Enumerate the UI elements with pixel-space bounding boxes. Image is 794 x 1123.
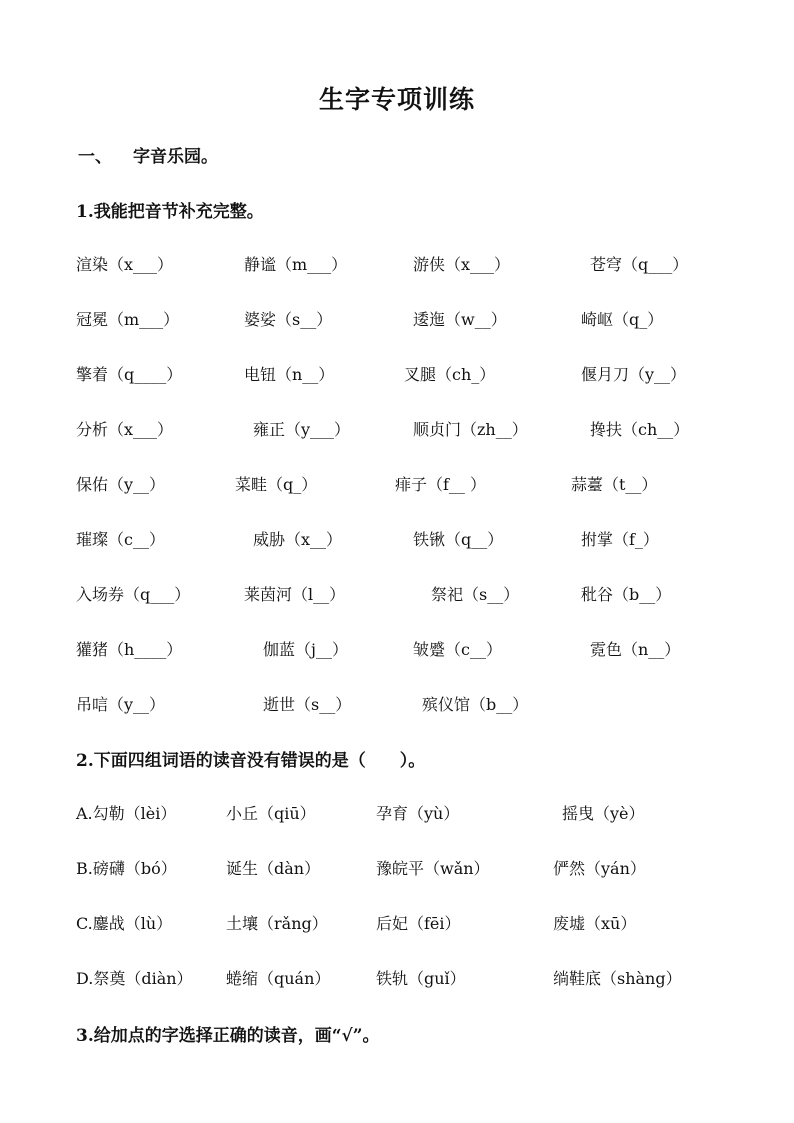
q2-option-word: 俨然（yán） [553, 859, 646, 878]
page-title: 生字专项训练 [318, 85, 475, 114]
q2-option-a: A.勾勒（lèi） [76, 804, 177, 823]
section-1-label: 字音乐园。 [133, 147, 218, 167]
q1-item: 逶迤（w__） [413, 310, 507, 329]
q1-item: 伽蓝（j__） [263, 640, 348, 659]
q2-option-word: 铁轨（guǐ） [376, 969, 466, 988]
q1-item: 獾猪（h____） [76, 640, 183, 659]
q1-item: 电钮（n__） [244, 365, 335, 384]
q1-item: 蒜薹（t__） [571, 475, 658, 494]
q2-option-word: 土壤（rǎng） [226, 914, 328, 933]
q1-item: 静谧（m___） [244, 255, 348, 274]
q1-item: 偃月刀（y__） [581, 365, 687, 384]
q1-item: 痱子（f__ ） [395, 475, 487, 494]
q2-option-word: 摇曳（yè） [562, 804, 645, 823]
q2-option-c: C.鏖战（lù） [76, 914, 173, 933]
q1-item: 搀扶（ch__） [590, 420, 690, 439]
q1-item: 霓色（n__） [590, 640, 681, 659]
q1-item: 秕谷（b__） [581, 585, 672, 604]
q1-item: 渲染（x___） [76, 255, 174, 274]
q1-item: 祭祀（s__） [431, 585, 520, 604]
q1-item: 崎岖（q_） [581, 310, 664, 329]
q1-item: 分析（x___） [76, 420, 174, 439]
q1-item: 皱蹙（c__） [413, 640, 502, 659]
q1-item: 璀璨（c__） [76, 530, 165, 549]
q1-item: 殡仪馆（b__） [422, 695, 529, 714]
q2-option-word: 绱鞋底（shàng） [553, 969, 682, 988]
q1-item: 拊掌（f_） [581, 530, 659, 549]
q2-option-word: 小丘（qiū） [226, 804, 316, 823]
q1-item: 擎着（q____） [76, 365, 183, 384]
q1-item: 吊唁（y__） [76, 695, 166, 714]
q1-item: 叉腿（ch_） [404, 365, 496, 384]
q2-option-b: B.磅礴（bó） [76, 859, 177, 878]
q2-option-word: 废墟（xū） [553, 914, 637, 933]
q1-item: 铁锹（q__） [413, 530, 504, 549]
q1-item: 婆娑（s__） [244, 310, 333, 329]
q2-option-word: 豫皖平（wǎn） [376, 859, 490, 878]
q1-item: 顺贞门（zh__） [413, 420, 528, 439]
question-3-prompt: 3.给加点的字选择正确的读音，画“√”。 [76, 1026, 380, 1046]
q2-option-word: 诞生（dàn） [226, 859, 321, 878]
q1-item: 保佑（y__） [76, 475, 166, 494]
question-1-prompt: 1.我能把音节补充完整。 [76, 202, 264, 222]
question-2-prompt: 2.下面四组词语的读音没有错误的是（ ）。 [76, 751, 426, 771]
q1-item: 游侠（x___） [413, 255, 511, 274]
q1-item: 入场券（q___） [76, 585, 191, 604]
q2-option-word: 蜷缩（quán） [226, 969, 331, 988]
q1-item: 逝世（s__） [263, 695, 352, 714]
q1-item: 苍穹（q___） [590, 255, 689, 274]
q2-option-word: 孕育（yù） [376, 804, 460, 823]
q2-option-d: D.祭奠（diàn） [76, 969, 193, 988]
q1-item: 菜畦（q_） [235, 475, 318, 494]
section-1-number: 一、 [78, 147, 112, 167]
q1-item: 威胁（x__） [253, 530, 343, 549]
q1-item: 冠冕（m___） [76, 310, 180, 329]
q1-item: 莱茵河（l__） [244, 585, 346, 604]
q2-option-word: 后妃（fēi） [376, 914, 461, 933]
q1-item: 雍正（y___） [253, 420, 351, 439]
